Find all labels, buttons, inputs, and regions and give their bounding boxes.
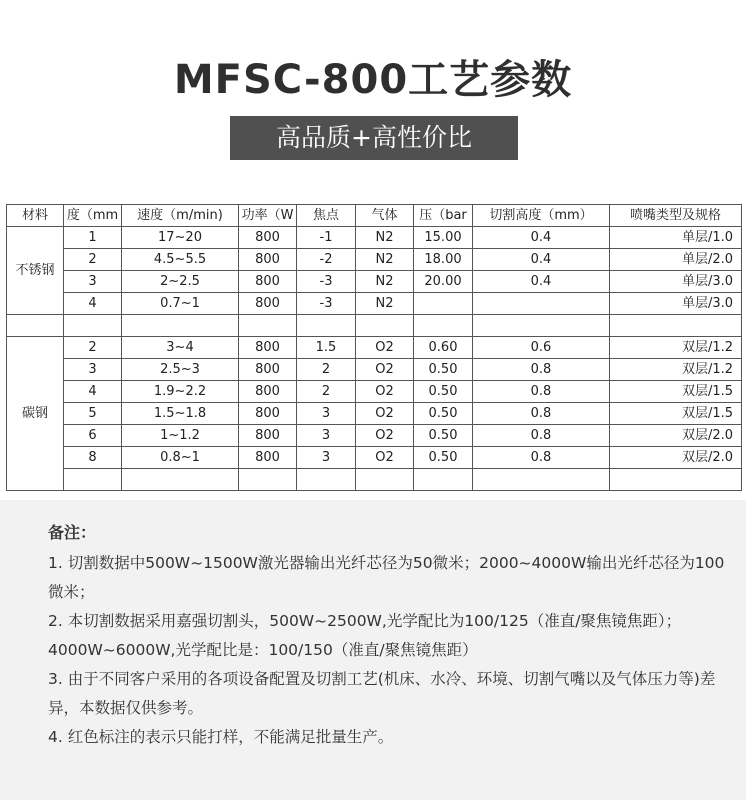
cell-speed: 4.5~5.5 — [122, 249, 239, 271]
cell-gas: O2 — [356, 359, 414, 381]
banner-tagline: 高品质+高性价比 — [230, 116, 518, 160]
material-cell-carbon: 碳钢 — [7, 337, 64, 491]
empty-cell — [473, 315, 610, 337]
cell-power: 800 — [239, 381, 297, 403]
table-row — [7, 381, 742, 403]
cell-gas: N2 — [356, 271, 414, 293]
cell-gas: N2 — [356, 227, 414, 249]
cell-thickness: 3 — [64, 271, 122, 293]
cell-nozzle: 双层/1.5 — [610, 381, 742, 403]
parameter-table — [6, 204, 742, 491]
cell-nozzle: 单层/3.0 — [610, 293, 742, 315]
cell-cut-height: 0.8 — [473, 403, 610, 425]
cell-pressure: 0.50 — [414, 381, 473, 403]
table-header-row — [7, 205, 742, 227]
cell-thickness: 4 — [64, 381, 122, 403]
table-row — [7, 293, 742, 315]
cell-speed: 1.5~1.8 — [122, 403, 239, 425]
cell-thickness: 2 — [64, 249, 122, 271]
cell-focus: -3 — [297, 271, 356, 293]
cell-cut-height: 0.8 — [473, 425, 610, 447]
empty-cell — [414, 469, 473, 491]
cell-power: 800 — [239, 249, 297, 271]
cell-power: 800 — [239, 271, 297, 293]
cell-speed: 17~20 — [122, 227, 239, 249]
cell-focus: -3 — [297, 293, 356, 315]
cell-gas: O2 — [356, 425, 414, 447]
cell-cut-height: 0.4 — [473, 249, 610, 271]
cell-focus: -1 — [297, 227, 356, 249]
empty-cell — [64, 315, 122, 337]
cell-power: 800 — [239, 447, 297, 469]
cell-focus: 3 — [297, 425, 356, 447]
empty-cell — [610, 315, 742, 337]
header-cut-height: 切割高度（mm） — [473, 205, 610, 227]
cell-speed: 3~4 — [122, 337, 239, 359]
page-title: MFSC-800工艺参数 — [173, 57, 573, 103]
table-row — [7, 249, 742, 271]
note-item: 1. 切割数据中500W~1500W激光器输出光纤芯径为50微米；2000~4000W输出光纤芯径为100微米； — [48, 554, 725, 601]
cell-nozzle: 双层/1.2 — [610, 359, 742, 381]
cell-thickness: 1 — [64, 227, 122, 249]
cell-thickness: 5 — [64, 403, 122, 425]
cell-thickness: 6 — [64, 425, 122, 447]
empty-cell — [239, 469, 297, 491]
cell-focus: 3 — [297, 403, 356, 425]
cell-gas: O2 — [356, 447, 414, 469]
cell-focus: -2 — [297, 249, 356, 271]
cell-pressure: 0.50 — [414, 425, 473, 447]
cell-nozzle: 双层/1.2 — [610, 337, 742, 359]
cell-gas: O2 — [356, 337, 414, 359]
cell-speed: 1.9~2.2 — [122, 381, 239, 403]
header-pressure: 压（bar — [414, 205, 473, 227]
cell-focus: 1.5 — [297, 337, 356, 359]
cell-speed: 2~2.5 — [122, 271, 239, 293]
cell-thickness: 2 — [64, 337, 122, 359]
cell-nozzle: 双层/1.5 — [610, 403, 742, 425]
cell-gas: O2 — [356, 403, 414, 425]
cell-cut-height: 0.4 — [473, 271, 610, 293]
cell-power: 800 — [239, 425, 297, 447]
cell-cut-height: 0.8 — [473, 381, 610, 403]
note-item: 3. 由于不同客户采用的各项设备配置及切割工艺(机床、水冷、环境、切割气嘴以及气体压力等)差异，本数据仅供参考。 — [48, 670, 716, 717]
cell-focus: 3 — [297, 447, 356, 469]
header-focus: 焦点 — [297, 205, 356, 227]
cell-gas: N2 — [356, 249, 414, 271]
cell-power: 800 — [239, 403, 297, 425]
cell-thickness: 4 — [64, 293, 122, 315]
cell-pressure: 18.00 — [414, 249, 473, 271]
note-item: 2. 本切割数据采用嘉强切割头，500W~2500W,光学配比为100/125（准直/聚焦镜焦距）；4000W~6000W,光学配比是：100/150（准直/聚焦镜焦距） — [48, 612, 682, 659]
empty-cell — [297, 469, 356, 491]
cell-nozzle: 单层/3.0 — [610, 271, 742, 293]
cell-pressure: 20.00 — [414, 271, 473, 293]
cell-nozzle: 单层/1.0 — [610, 227, 742, 249]
cell-speed: 2.5~3 — [122, 359, 239, 381]
empty-cell — [414, 315, 473, 337]
cell-cut-height: 0.8 — [473, 359, 610, 381]
table-row — [7, 337, 742, 359]
empty-cell — [64, 469, 122, 491]
cell-pressure — [414, 293, 473, 315]
table-row — [7, 403, 742, 425]
cell-focus: 2 — [297, 359, 356, 381]
table-row — [7, 425, 742, 447]
cell-power: 800 — [239, 227, 297, 249]
table-row — [7, 271, 742, 293]
notes-heading: 备注： — [48, 523, 97, 542]
cell-power: 800 — [239, 359, 297, 381]
cell-nozzle: 双层/2.0 — [610, 447, 742, 469]
header-material: 材料 — [7, 205, 64, 227]
table-row — [7, 359, 742, 381]
cell-nozzle: 单层/2.0 — [610, 249, 742, 271]
cell-cut-height: 0.8 — [473, 447, 610, 469]
cell-pressure: 0.50 — [414, 403, 473, 425]
cell-pressure: 15.00 — [414, 227, 473, 249]
cell-gas: O2 — [356, 381, 414, 403]
empty-cell — [356, 315, 414, 337]
cell-speed: 0.7~1 — [122, 293, 239, 315]
cell-focus: 2 — [297, 381, 356, 403]
cell-cut-height: 0.4 — [473, 227, 610, 249]
empty-cell — [297, 315, 356, 337]
cell-power: 800 — [239, 337, 297, 359]
empty-cell — [239, 315, 297, 337]
header-speed: 速度（m/min) — [122, 205, 239, 227]
empty-cell — [473, 469, 610, 491]
header-gas: 气体 — [356, 205, 414, 227]
cell-thickness: 8 — [64, 447, 122, 469]
empty-cell — [356, 469, 414, 491]
cell-thickness: 3 — [64, 359, 122, 381]
table-row — [7, 447, 742, 469]
material-cell-stainless: 不锈钢 — [7, 227, 64, 315]
cell-pressure: 0.60 — [414, 337, 473, 359]
cell-power: 800 — [239, 293, 297, 315]
cell-cut-height — [473, 293, 610, 315]
cell-gas: N2 — [356, 293, 414, 315]
table-row — [7, 227, 742, 249]
header-power: 功率（W — [239, 205, 297, 227]
cell-speed: 0.8~1 — [122, 447, 239, 469]
cell-cut-height: 0.6 — [473, 337, 610, 359]
cell-pressure: 0.50 — [414, 359, 473, 381]
empty-cell — [7, 315, 64, 337]
table-row-empty — [7, 315, 742, 337]
header-thickness: 度（mm — [64, 205, 122, 227]
note-item: 4. 红色标注的表示只能打样，不能满足批量生产。 — [48, 728, 394, 746]
cell-speed: 1~1.2 — [122, 425, 239, 447]
empty-cell — [610, 469, 742, 491]
table-row-empty — [7, 469, 742, 491]
cell-nozzle: 双层/2.0 — [610, 425, 742, 447]
empty-cell — [122, 315, 239, 337]
cell-pressure: 0.50 — [414, 447, 473, 469]
empty-cell — [122, 469, 239, 491]
notes-section — [48, 518, 728, 752]
header-nozzle: 喷嘴类型及规格 — [610, 205, 742, 227]
